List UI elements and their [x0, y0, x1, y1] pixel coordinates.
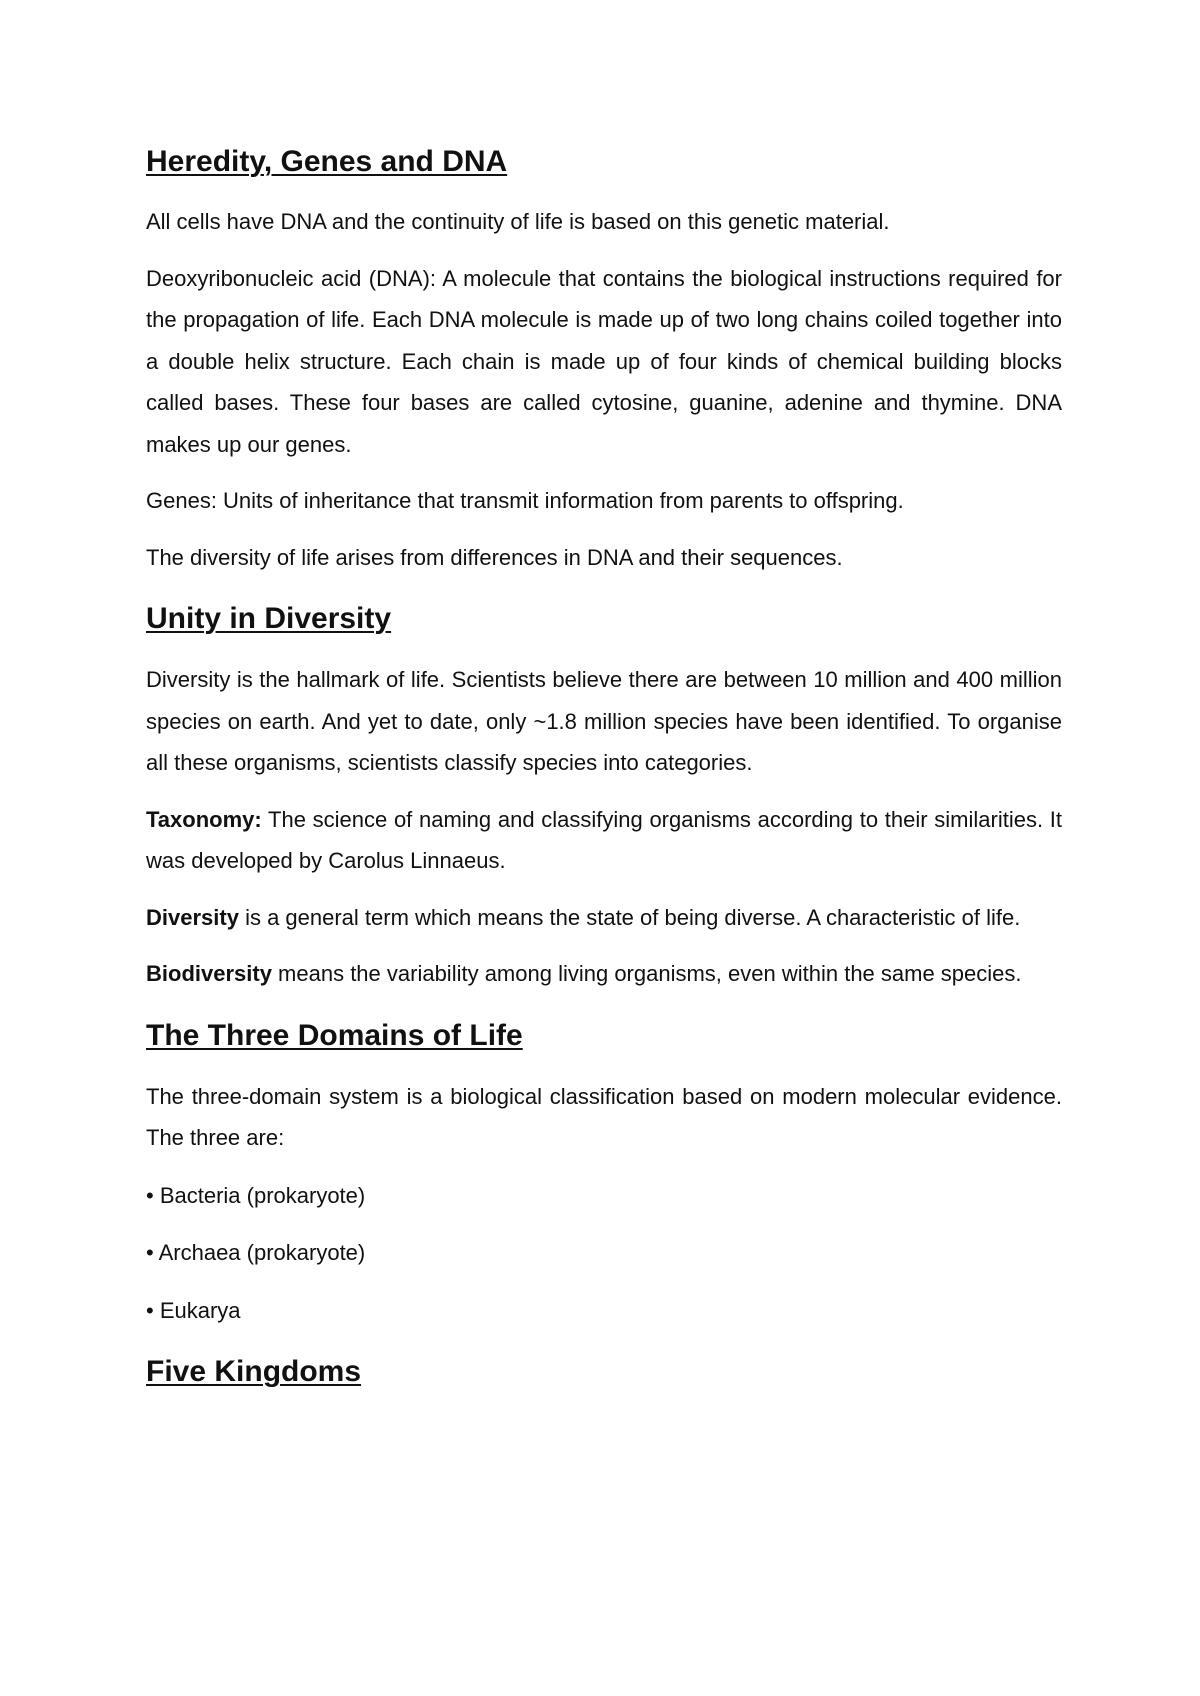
document-page: [146, 145, 1062, 1412]
list-item: • Archaea (prokaryote): [146, 1240, 366, 1265]
definition-taxonomy: The science of naming and classifying organisms according to their similarities. It was developed by Carolus Linnaeus.: [146, 806, 1062, 873]
domain-list: [146, 1175, 1062, 1332]
definition-diversity: is a general term which means the state of being diverse. A characteristic of life.: [238, 904, 1021, 930]
term-diversity: Diversity: [146, 904, 239, 930]
heading-three-domains: The Three Domains of Life: [146, 1018, 523, 1052]
paragraph-taxonomy: [146, 799, 1062, 882]
paragraph-species-count: Diversity is the hallmark of life. Scientists believe there are between 10 million and 400 million species on earth. And yet to date, only ~1.8 million species have been identified. To organise all these organisms, scientists classify species into categories.: [146, 667, 1062, 775]
term-biodiversity: Biodiversity: [146, 961, 272, 986]
paragraph-biodiversity: [146, 953, 1062, 995]
heading-unity-in-diversity: Unity in Diversity: [146, 602, 392, 635]
list-item: • Bacteria (prokaryote): [146, 1182, 366, 1208]
definition-biodiversity: means the variability among living organisms, even within the same species.: [271, 961, 1022, 986]
term-taxonomy: Taxonomy:: [146, 806, 262, 832]
paragraph-dna-definition: Deoxyribonucleic acid (DNA): A molecule that contains the biological instructions required for the propagation of life. Each DNA molecule is made up of two long chains coiled together into a double helix structure. Each chain is made up of four kinds of chemical building blocks called bases. These four bases are called cytosine, guanine, adenine and thymine. DNA makes up our genes.: [146, 265, 1062, 457]
paragraph-dna-continuity: All cells have DNA and the continuity of life is based on this genetic material.: [146, 209, 890, 234]
list-item: • Eukarya: [146, 1297, 241, 1323]
paragraph-genes-definition: Genes: Units of inheritance that transmit information from parents to offspring.: [146, 488, 904, 513]
paragraph-diversity: [146, 897, 1062, 939]
paragraph-diversity-dna: The diversity of life arises from differences in DNA and their sequences.: [146, 544, 843, 570]
heading-five-kingdoms: Five Kingdoms: [146, 1355, 362, 1388]
heading-heredity: Heredity, Genes and DNA: [146, 145, 508, 178]
paragraph-three-domain-system: The three-domain system is a biological classification based on modern molecular evidence. The three are:: [146, 1083, 1062, 1150]
